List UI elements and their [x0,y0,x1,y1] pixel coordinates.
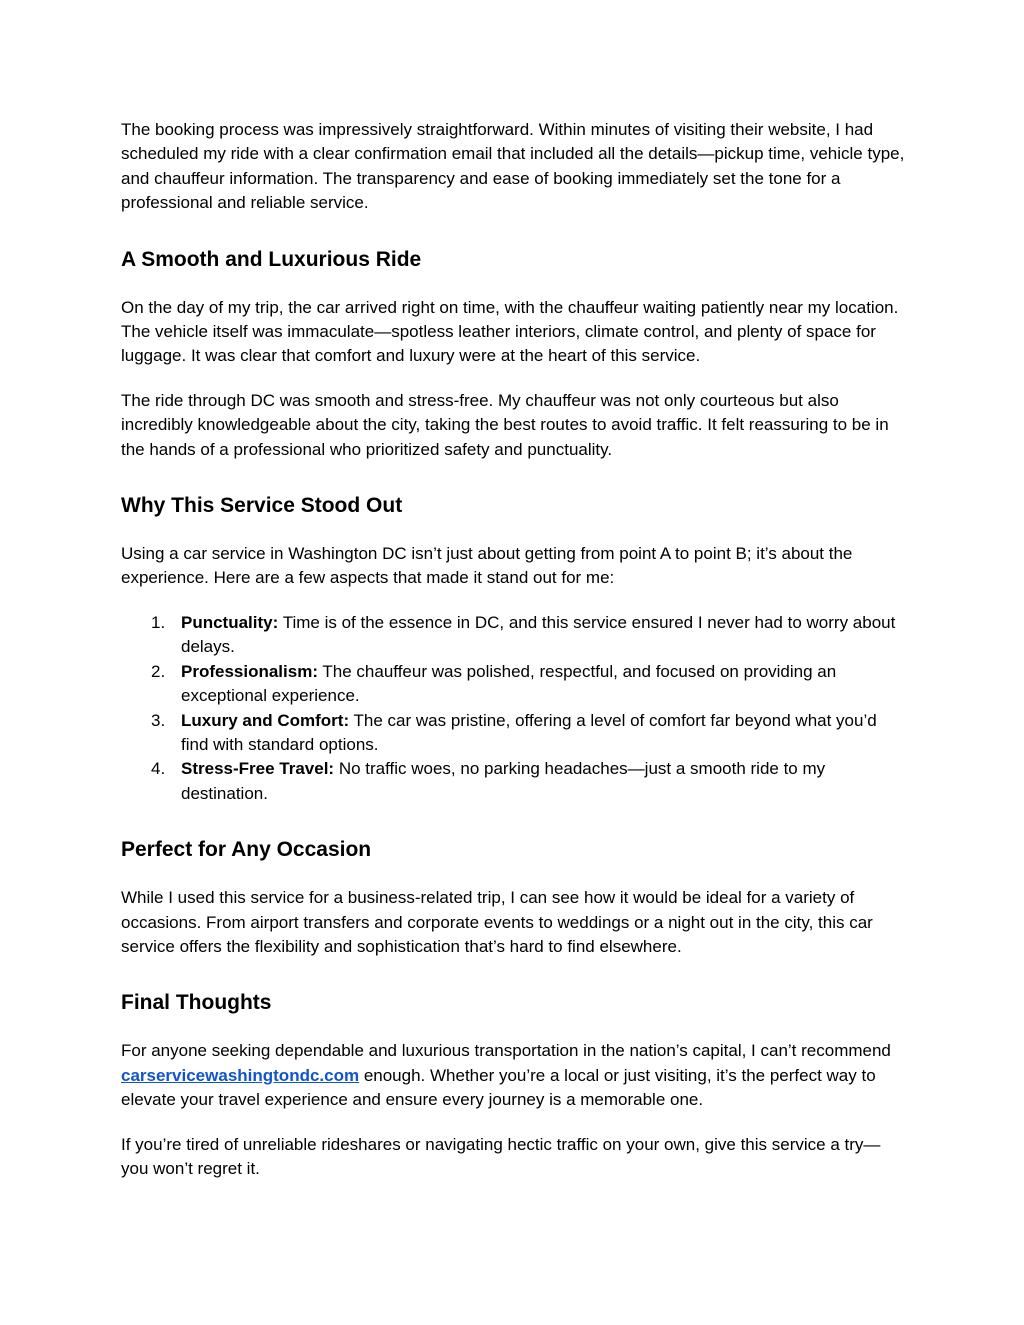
aspects-list [121,611,907,806]
occasion-paragraph: While I used this service for a business-related trip, I can see how it would be ideal for a variety of occasions. From airport transfers and corporate events to weddings or a night out in the city, this car service offers the flexibility and sophistication that’s hard to find elsewhere. [121,888,873,956]
website-link[interactable]: carservicewashingtondc.com [121,1065,360,1085]
list-item-term: Punctuality: [181,612,279,632]
list-item-number: 2. [151,661,166,681]
standout-paragraph: Using a car service in Washington DC isn’t just about getting from point A to point B; it’s about the experience. Here are a few aspects that made it stand out for me: [121,544,853,588]
list-item-number: 4. [151,759,166,779]
list-item-text: No traffic woes, no parking headaches—just a smooth ride to my destination. [181,759,826,803]
list-item-number: 3. [151,710,166,730]
list-item [121,611,907,660]
final-paragraph-1 [121,1039,907,1112]
ride-paragraph-1: On the day of my trip, the car arrived right on time, with the chauffeur waiting patiently near my location. The vehicle itself was immaculate—spotless leather interiors, climate control, and plenty of space for luggage. It was clear that comfort and luxury were at the heart of this service. [121,297,899,366]
section-heading-smooth-ride: A Smooth and Luxurious Ride [121,247,422,271]
final-paragraph-1-before: For anyone seeking dependable and luxurious transportation in the nation’s capital, I can’t recommend [121,1041,891,1061]
list-item [121,757,907,806]
section-heading-stood-out: Why This Service Stood Out [121,494,403,518]
section-heading-any-occasion: Perfect for Any Occasion [121,838,372,862]
ride-paragraph-2: The ride through DC was smooth and stress-free. My chauffeur was not only courteous but also incredibly knowledgeable about the city, taking the best routes to avoid traffic. It felt reassuring to be in the hands of a professional who prioritized safety and punctuality. [121,390,889,459]
list-item [121,660,907,709]
list-item-number: 1. [151,612,166,632]
list-item-term: Stress-Free Travel: [181,759,335,779]
final-paragraph-1-after: enough. Whether you’re a local or just visiting, it’s the perfect way to elevate your travel experience and ensure every journey is a memorable one. [121,1065,876,1110]
list-item [121,709,907,758]
final-paragraph-2: If you’re tired of unreliable rideshares or navigating hectic traffic on your own, give this service a try—you won’t regret it. [121,1134,881,1178]
document-page [121,118,907,1181]
list-item-term: Professionalism: [181,661,318,681]
intro-paragraph: The booking process was impressively straightforward. Within minutes of visiting their website, I had scheduled my ride with a clear confirmation email that included all the details—pickup time, vehicle type, and chauffeur information. The transparency and ease of booking immediately set the tone for a professional and reliable service. [121,120,905,213]
list-item-text: The chauffeur was polished, respectful, and focused on providing an exceptional experience. [181,661,837,706]
list-item-text: The car was pristine, offering a level of comfort far beyond what you’d find with standard options. [181,710,877,754]
section-heading-final-thoughts: Final Thoughts [121,991,272,1015]
list-item-text: Time is of the essence in DC, and this service ensured I never had to worry about delays. [181,612,896,657]
list-item-term: Luxury and Comfort: [181,710,350,730]
